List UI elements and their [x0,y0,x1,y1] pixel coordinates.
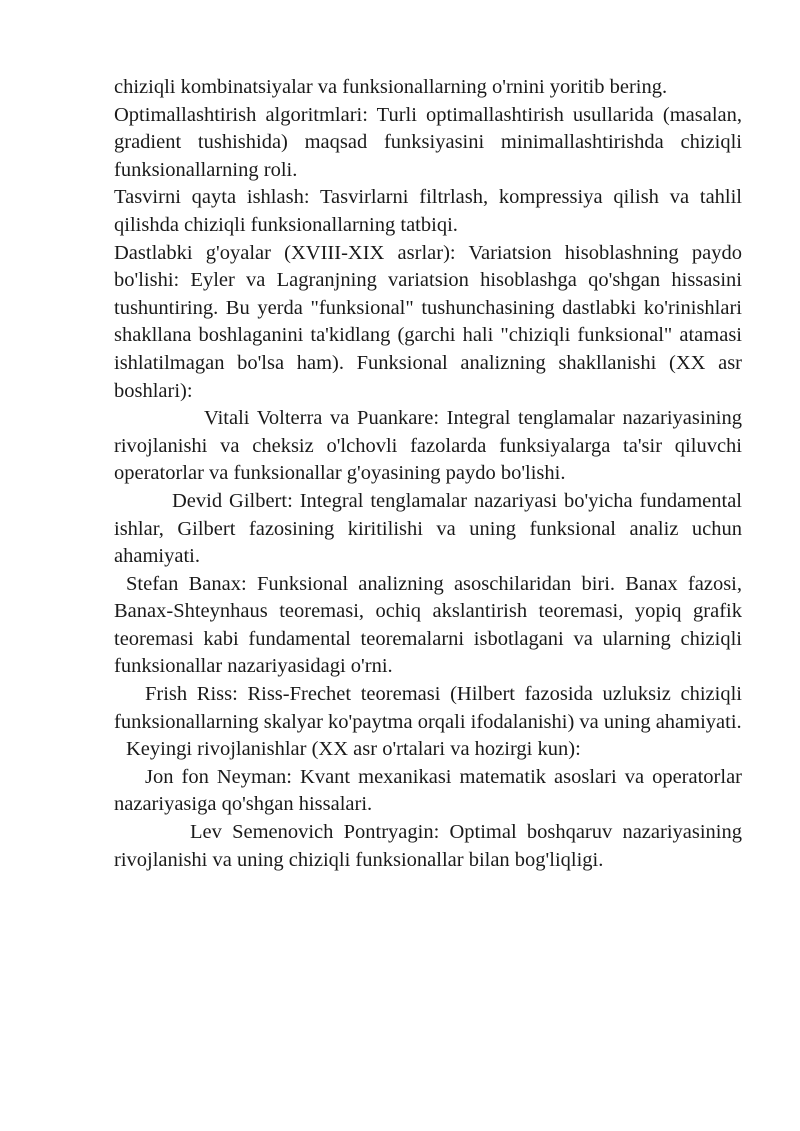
paragraph-early-ideas: Dastlabki g'oyalar (XVIII-XIX asrlar): Variatsion hisoblashning paydo bo'lishi: Eyler va Lagranjning variatsion hisoblashga qo'shgan hissasini tushuntiring. Bu yerda "funksional" tushunchasining dastlabki ko'rinishlari shakllana boshlaganini ta'kidlang (garchi hali "chiziqli funksional" atamasi ishlatilmagan bo'lsa ham). Funksional analizning shakllanishi (XX asr boshlari): [114,241,742,402]
paragraph-banach: Stefan Banax: Funksional analizning asoschilaridan biri. Banax fazosi, Banax-Shteynhaus teoremasi, ochiq akslantirish teoremasi, yopiq grafik teoremasi kabi fundamental teoremalarni isbotlagani va ularning chiziqli funksionallar nazariyasidagi o'rni. [114,572,742,678]
document-page [114,74,742,874]
paragraph-hilbert: Devid Gilbert: Integral tenglamalar nazariyasi bo'yicha fundamental ishlar, Gilbert fazosining kiritilishi va uning funksional analiz uchun ahamiyati. [114,489,742,568]
paragraph-linear-combinations: chiziqli kombinatsiyalar va funksionallarning o'rnini yoritib bering. [114,76,668,98]
paragraph-volterra-poincare: Vitali Volterra va Puankare: Integral tenglamalar nazariyasining rivojlanishi va cheksiz o'lchovli fazolarda funksiyalarga ta'sir qiluvchi operatorlar va funksionallar g'oyasining paydo bo'lishi. [114,407,742,485]
paragraph-pontryagin: Lev Semenovich Pontryagin: Optimal boshqaruv nazariyasining rivojlanishi va uning chiziqli funksionallar bilan bog'liqligi. [114,821,742,871]
paragraph-von-neumann: Jon fon Neyman: Kvant mexanikasi matematik asoslari va operatorlar nazariyasiga qo'shgan hissalari. [114,765,742,816]
paragraph-image-processing: Tasvirni qayta ishlash: Tasvirlarni filtrlash, kompressiya qilish va tahlil qilishda chiziqli funksionallarning tatbiqi. [114,186,742,236]
paragraph-later-developments: Keyingi rivojlanishlar (XX asr o'rtalari va hozirgi kun): [126,738,581,761]
paragraph-optimization-algorithms: Optimallashtirish algoritmlari: Turli optimallashtirish usullarida (masalan, gradient tushishida) maqsad funksiyasini minimallashtirishda chiziqli funksionallarning roli. [114,103,742,181]
paragraph-riesz: Frish Riss: Riss-Frechet teoremasi (Hilbert fazosida uzluksiz chiziqli funksionallarning skalyar ko'paytma orqali ifodalanishi) va uning ahamiyati. [114,683,742,733]
